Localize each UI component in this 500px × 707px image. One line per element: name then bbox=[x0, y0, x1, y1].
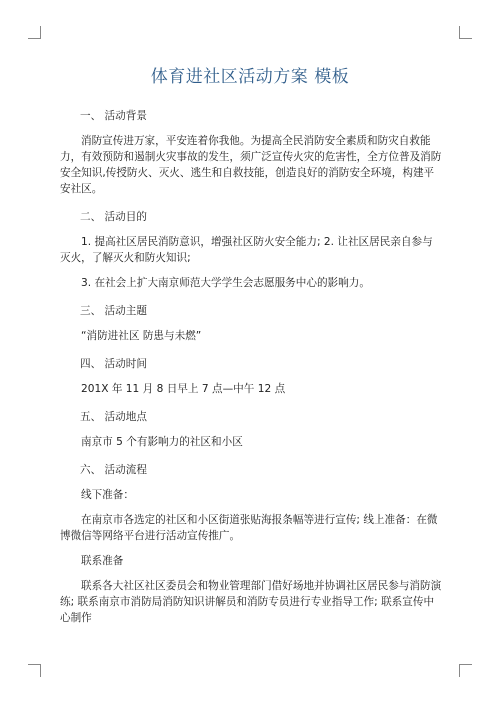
paragraph-offline-prep: 在南京市各选定的社区和小区街道张贴海报条幅等进行宣传; 线上准备：在微博微信等网络平台进行活动宣传推广。 bbox=[60, 514, 438, 542]
paragraph-location: 南京市 5 个有影响力的社区和小区 bbox=[81, 436, 243, 448]
section-heading-time: 四、 活动时间 bbox=[80, 358, 147, 370]
paragraph-purpose-2: 3. 在社会上扩大南京师范大学学生会志愿服务中心的影响力。 bbox=[81, 277, 370, 289]
paragraph-background: 消防宣传进万家，平安连着你我他。为提高全民消防安全素质和防灾自救能力，有效预防和遏制火灾事故的发生，须广泛宣传火灾的危害性，全方位普及消防安全知识,传授防火、灭火、逃生和自救技能，创造良好的消防安全环境，构建平安社区。 bbox=[60, 135, 442, 195]
subheading-offline-prep: 线下准备： bbox=[81, 489, 134, 501]
subheading-contact-prep: 联系准备 bbox=[81, 555, 124, 567]
paragraph-contact-prep: 联系各大社区社区委员会和物业管理部门借好场地并协调社区居民参与消防演练; 联系南京市消防局消防知识讲解员和消防专员进行专业指导工作; 联系宣传中心制作 bbox=[60, 580, 442, 624]
document-title: 体育进社区活动方案 模板 bbox=[150, 67, 350, 87]
section-heading-background: 一、 活动背景 bbox=[80, 110, 147, 122]
document-body bbox=[60, 108, 442, 626]
paragraph-theme: “消防进社区 防患与未燃” bbox=[81, 330, 202, 342]
paragraph-purpose-1: 1. 提高社区居民消防意识，增强社区防火安全能力; 2. 让社区居民亲自参与灭火，了解灭火和防火知识; bbox=[60, 236, 433, 264]
section-heading-location: 五、 活动地点 bbox=[80, 411, 147, 423]
section-heading-process: 六、 活动流程 bbox=[80, 464, 147, 476]
crop-mark-top-right bbox=[459, 26, 472, 39]
crop-mark-top-left bbox=[28, 26, 41, 39]
section-heading-theme: 三、 活动主题 bbox=[80, 305, 147, 317]
section-heading-purpose: 二、 活动目的 bbox=[80, 211, 147, 223]
crop-mark-bottom-left bbox=[28, 664, 41, 677]
paragraph-time: 201X 年 11 月 8 日早上 7 点—中午 12 点 bbox=[81, 383, 286, 395]
crop-mark-bottom-right bbox=[459, 664, 472, 677]
